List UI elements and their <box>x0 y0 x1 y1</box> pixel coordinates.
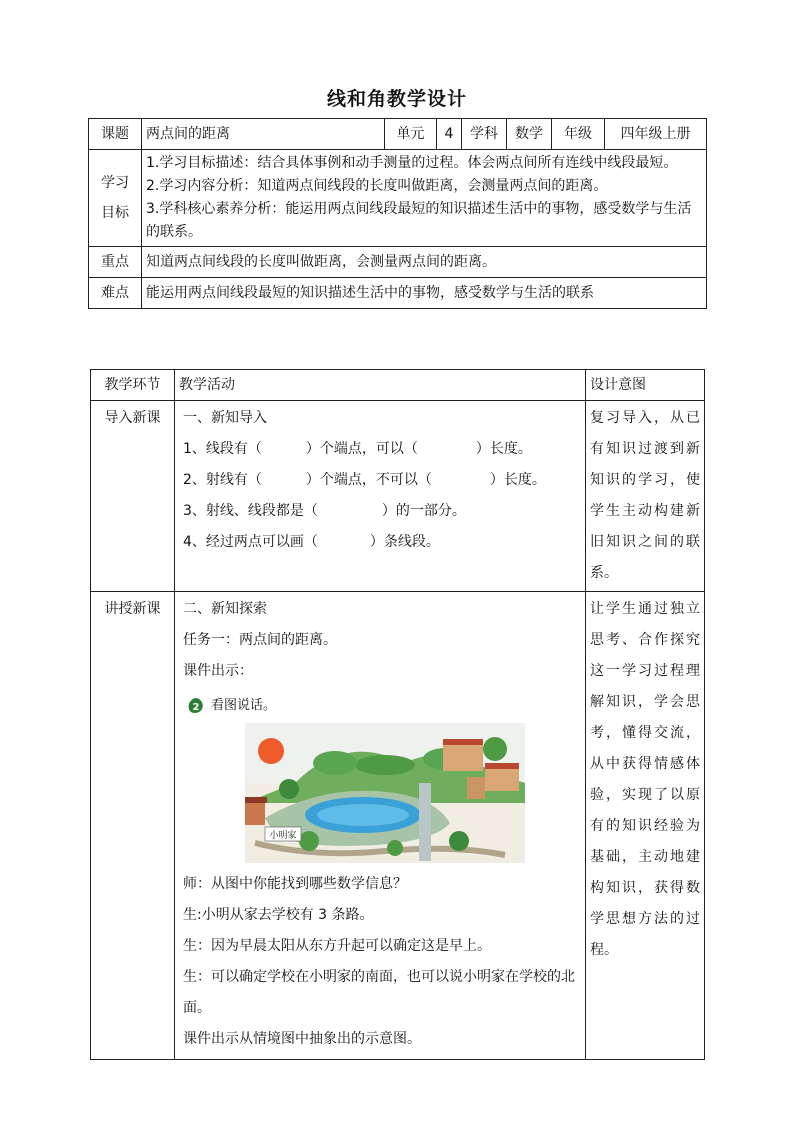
difficulty-value: 能运用两点间线段最短的知识描述生活中的事物，感受数学与生活的联系 <box>142 278 707 309</box>
intro-heading: 一、新知导入 <box>183 410 267 426</box>
goals-label <box>89 150 142 247</box>
goal-item: 2.学习内容分析：知道两点间线段的长度叫做距离，会测量两点间的距离。 <box>146 178 608 194</box>
key-point-label: 重点 <box>89 247 142 278</box>
scene-number: 2 <box>192 702 200 713</box>
unit-value: 4 <box>437 119 462 150</box>
intro-stage: 导入新课 <box>91 401 175 592</box>
intro-row <box>91 401 705 592</box>
question-2: 2、射线有（ ）个端点，不可以（ ）长度。 <box>183 472 546 488</box>
intro-intent: 复习导入，从已有知识过渡到新知识的学习，使学生主动构建新旧知识之间的联系。 <box>586 401 705 592</box>
scene-caption-row <box>187 695 581 717</box>
house-icon <box>245 801 265 825</box>
goal-item: 3.学科核心素养分析：能运用两点间线段最短的知识描述生活中的事物，感受数学与生活的联系。 <box>146 201 692 240</box>
student-answer-2: 生：因为早晨太阳从东方升起可以确定这是早上。 <box>183 938 491 954</box>
home-label: 小明家 <box>269 831 297 841</box>
student-answer-3: 生：可以确定学校在小明家的南面，也可以说小明家在学校的北面。 <box>183 969 575 1016</box>
header-intent: 设计意图 <box>586 370 705 401</box>
lesson-plan-table <box>90 369 705 1060</box>
key-point-value: 知道两点间线段的长度叫做距离，会测量两点间的距离。 <box>142 247 707 278</box>
document-title: 线和角教学设计 <box>326 88 467 110</box>
teach-activity <box>175 592 586 1060</box>
courseware-show: 课件出示： <box>183 663 253 679</box>
topic-value: 两点间的距离 <box>142 119 385 150</box>
header-activity: 教学活动 <box>175 370 586 401</box>
teacher-question: 师：从图中你能找到哪些数学信息？ <box>183 876 407 892</box>
student-answer-1: 生:小明从家去学校有 3 条路。 <box>183 907 374 923</box>
goals-content <box>142 150 707 247</box>
sun-icon <box>258 738 284 764</box>
school-building-icon <box>443 743 483 771</box>
unit-label: 单元 <box>385 119 437 150</box>
question-4: 4、经过两点可以画（ ）条线段。 <box>183 534 440 550</box>
subject-label: 学科 <box>462 119 507 150</box>
courseware-diagram: 课件出示从情境图中抽象出的示意图。 <box>183 1031 421 1047</box>
goals-label-line-1: 学习 <box>101 175 129 191</box>
difficulty-label: 难点 <box>89 278 142 309</box>
teach-row <box>91 592 705 1060</box>
scene-caption: 看图说话。 <box>211 698 277 713</box>
lesson-info-table <box>88 118 707 309</box>
header-stage: 教学环节 <box>91 370 175 401</box>
topic-label: 课题 <box>89 119 142 150</box>
scene-illustration <box>245 723 525 863</box>
leaf-number-icon <box>187 697 205 715</box>
question-3: 3、射线、线段都是（ ）的一部分。 <box>183 503 466 519</box>
grade-value: 四年级上册 <box>605 119 707 150</box>
subject-value: 数学 <box>507 119 552 150</box>
scene-image <box>245 723 525 863</box>
intro-activity <box>175 401 586 592</box>
question-1: 1、线段有（ ）个端点，可以（ ）长度。 <box>183 441 532 457</box>
goal-item: 1.学习目标描述：结合具体事例和动手测量的过程。体会两点间所有连线中线段最短。 <box>146 155 678 171</box>
teach-stage: 讲授新课 <box>91 592 175 1060</box>
task-one: 任务一：两点间的距离。 <box>183 632 337 648</box>
grade-label: 年级 <box>552 119 605 150</box>
teach-heading: 二、新知探索 <box>183 601 267 617</box>
teach-intent: 让学生通过独立思考、合作探究这一学习过程理解知识，学会思考，懂得交流，从中获得情感体验，实现了以原有的知识经验为基础，主动地建构知识，获得数学思想方法的过程。 <box>586 592 705 1060</box>
goals-label-line-2: 目标 <box>101 205 129 221</box>
